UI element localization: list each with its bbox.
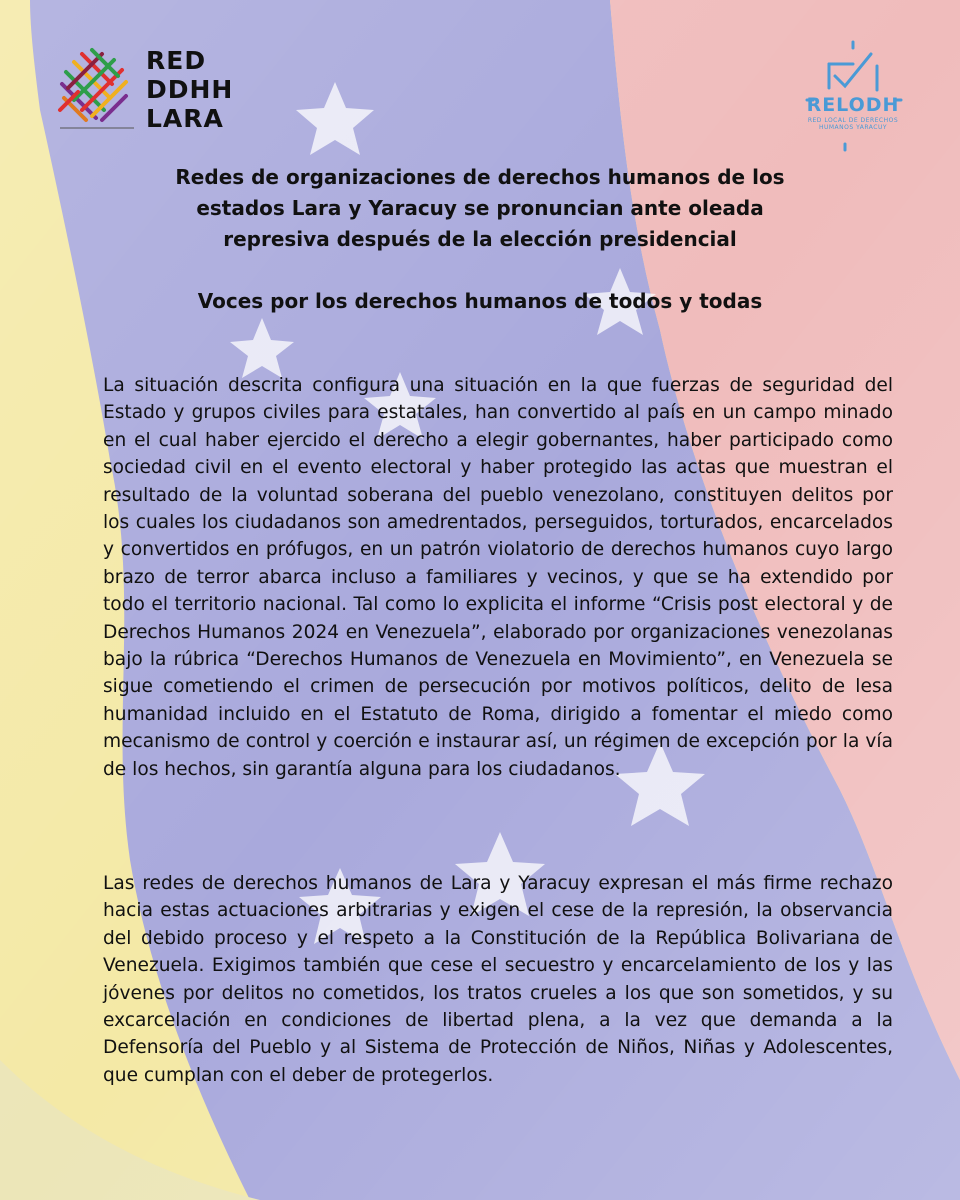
relodh-wordmark: RELODH: [806, 94, 900, 116]
body-paragraph-2: Las redes de derechos humanos de Lara y Yaracuy expresan el más firme rechazo hacia estas actuaciones arbitrarias y exigen el cese de la represión, la observancia del debido proceso y el respeto a la Constitución de la República Bolivariana de Venezuela. Exigimos también que cese el secuestro y encarcelamiento de los y las jóvenes por delitos no cometidos, los tratos crueles a los que son sometidos, y su excarcelación en condiciones de libertad plena, a la vez que demanda a la Defensoría del Pueblo y al Sistema de Protección de Niños, Niñas y Adolescentes, que cumplan con el deber de protegerlos.: [103, 873, 893, 1086]
body-paragraph-1: La situación descrita configura una situación en la que fuerzas de seguridad del Estado y grupos civiles para estatales, han convertido al país en un campo minado en el cual haber ejercido el derecho a elegir gobernantes, haber participado como sociedad civil en el evento electoral y haber protegido las actas que muestran el resultado de la voluntad soberana del pueblo venezolano, constituyen delitos por los cuales los ciudadanos son amedrentados, perseguidos, torturados, encarcelados y convertidos en prófugos, en un patrón violatorio de derechos humanos cuyo largo brazo de terror abarca incluso a familiares y vecinos, y que se ha extendido por todo el territorio nacional. Tal como lo explicita el informe “Crisis post electoral y de Derechos Humanos 2024 en Venezuela”, elaborado por organizaciones venezolanas bajo la rúbrica “Derechos Humanos de Venezuela en Movimiento”, en Venezuela se sigue cometiendo el crimen de persecución por motivos políticos, delito de lesa humanidad incluido en el Estatuto de Roma, dirigido a fomentar el miedo como mecanismo de control y coerción e instaurar así, un régimen de excepción por la vía de los hechos, sin garantía alguna para los ciudadanos.: [103, 375, 893, 780]
document-title: Redes de organizaciones de derechos humanos de los estados Lara y Yaracuy se pronuncian ante oleada represiva después de la elección presidencial: [175, 165, 785, 251]
logo-line-lara: LARA: [146, 103, 224, 133]
document-subtitle: Voces por los derechos humanos de todos y todas: [197, 289, 763, 313]
relodh-logo: [783, 40, 923, 155]
red-ddhh-lara-logo: [52, 44, 233, 134]
relodh-subtitle: RED LOCAL DE DERECHOS HUMANOS YARACUY: [807, 117, 899, 131]
logo-line-ddhh: DDHH: [146, 74, 234, 104]
red-ddhh-lara-wordmark: [146, 46, 233, 133]
red-ddhh-lara-weave-icon: [52, 44, 142, 134]
logo-line-red: RED: [146, 45, 207, 75]
